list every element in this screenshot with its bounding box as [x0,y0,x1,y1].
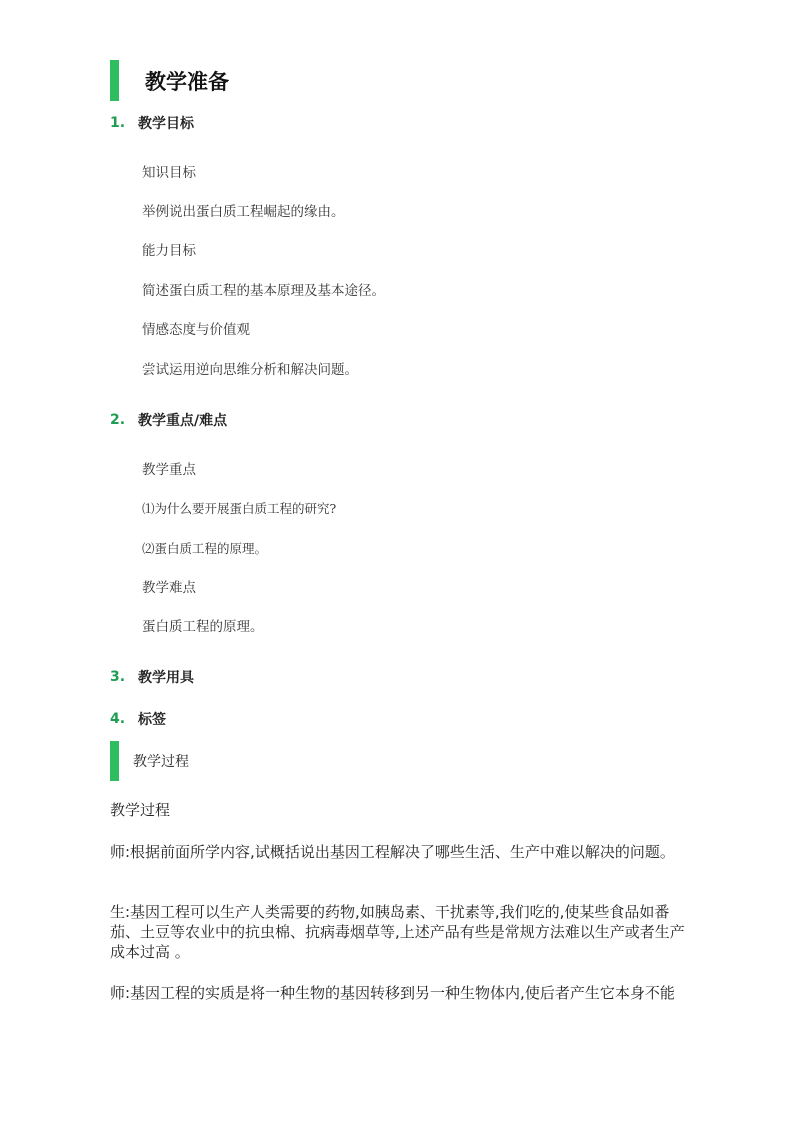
list-item: 知识目标 [142,165,196,181]
section-title-text: 标签 [138,712,166,728]
list-item: 情感态度与价值观 [142,322,250,338]
list-item: ⑴为什么要开展蛋白质工程的研究? [142,501,337,516]
section-title-text: 教学重点/难点 [138,413,228,429]
list-item: 能力目标 [142,243,196,259]
page-title-text: 教学准备 [145,69,229,94]
section-number: 1. [110,115,126,131]
body-paragraph: 师:根据前面所学内容,试概括说出基因工程解决了哪些生活、生产中难以解决的问题。 [110,843,675,861]
section-title-4 [110,709,166,729]
section-number: 2. [110,412,126,428]
heading-accent-bar [110,741,119,781]
subsection-heading-text: 教学过程 [133,754,189,770]
list-item: 举例说出蛋白质工程崛起的缘由。 [142,204,345,220]
section-title-text: 教学用具 [138,670,194,686]
section-title-1 [110,113,194,133]
list-item: 教学难点 [142,580,196,596]
section-number: 4. [110,711,126,727]
list-item: 蛋白质工程的原理。 [142,619,264,635]
page-title [110,60,229,101]
body-paragraph: 生:基因工程可以生产人类需要的药物,如胰岛素、干扰素等,我们吃的,使某些食品如番茄、土豆等农业中的抗虫棉、抗病毒烟草等,上述产品有些是常规方法难以生产或者生产成本过高 。 [110,903,685,961]
list-item: 教学重点 [142,462,196,478]
list-item: 简述蛋白质工程的基本原理及基本途径。 [142,283,385,299]
body-paragraph: 师:基因工程的实质是将一种生物的基因转移到另一种生物体内,使后者产生它本身不能 [110,984,675,1002]
section-number: 3. [110,669,126,685]
body-paragraph: 教学过程 [110,801,171,819]
subsection-heading [110,741,189,781]
section-title-text: 教学目标 [138,116,194,132]
heading-accent-bar [110,60,119,101]
section-title-3 [110,667,194,687]
section-title-2 [110,410,227,430]
list-item: 尝试运用逆向思维分析和解决问题。 [142,362,358,378]
list-item: ⑵蛋白质工程的原理。 [142,541,268,556]
